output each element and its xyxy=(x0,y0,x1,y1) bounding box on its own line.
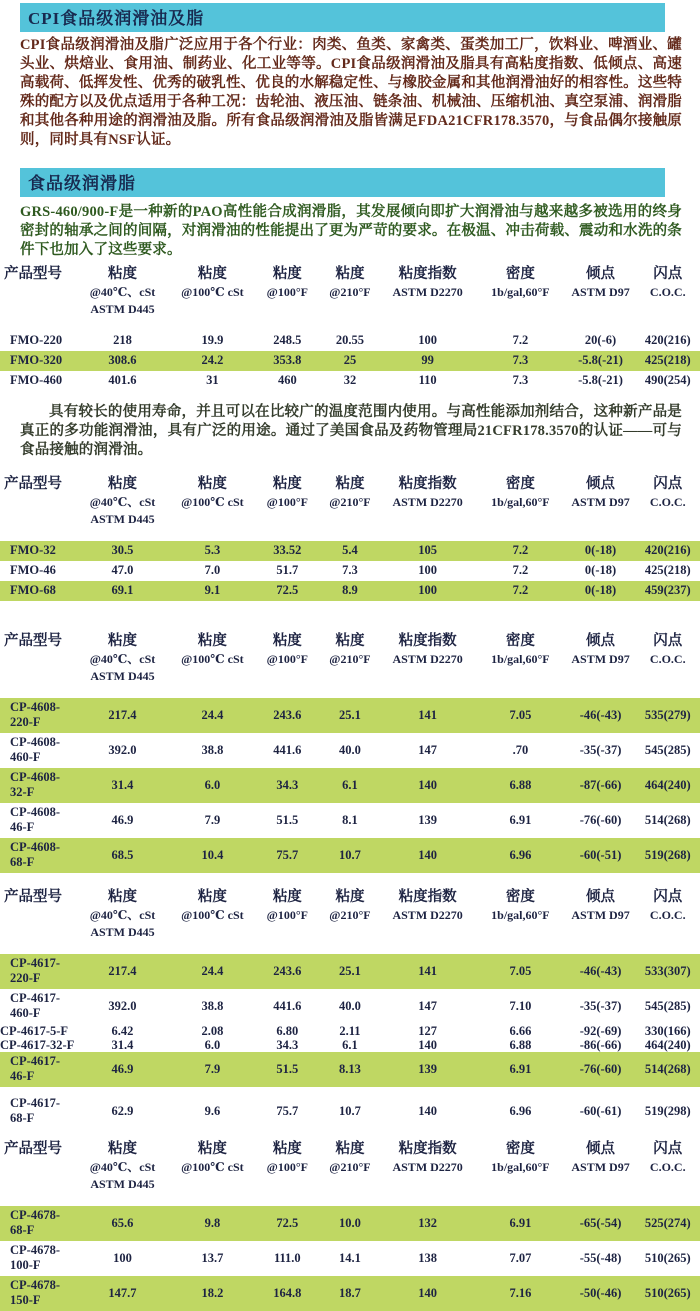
spec-value-cell: 248.5 xyxy=(273,333,302,347)
table-row xyxy=(0,351,700,371)
spec-value-cell: 6.42 xyxy=(111,1024,134,1038)
table-fmo-heavy-oils xyxy=(0,264,700,391)
spec-value-cell: 7.9 xyxy=(170,1052,255,1087)
column-header: 粘度指数 ASTM D2270 xyxy=(392,266,463,299)
column-header: 密度 1b/gal,60°F xyxy=(491,889,550,922)
spec-value-cell: 31.4 xyxy=(75,768,170,803)
spec-value-cell: 68.5 xyxy=(75,838,170,873)
spec-value-cell: 7.16 xyxy=(475,1276,565,1311)
spec-value-cell: 519(298) xyxy=(644,1103,691,1118)
spec-value-cell: 62.9 xyxy=(111,1103,134,1118)
spec-value-cell: 7.0 xyxy=(204,563,221,577)
spec-value-cell: 127 xyxy=(418,1024,438,1038)
product-model-cell: FMO-460 xyxy=(10,373,63,387)
product-spec-table xyxy=(0,264,700,391)
grease-description-paragraph: GRS-460/900-F是一种新的PAO高性能合成润滑脂，其发展倾向即扩大润滑油与越来越多被选用的终身密封的轴承之间的间隔，对润滑油的性能提出了更为严苛的要求。在极温、冲击荷载、震动和水洗的条件下也加入了这些要求。 xyxy=(20,204,682,258)
header-row xyxy=(0,264,700,331)
spec-value-cell: 72.5 xyxy=(255,581,320,601)
spec-value-cell: -65(-54) xyxy=(566,1206,636,1241)
spec-value-cell: 46.9 xyxy=(111,812,134,827)
spec-value-cell: 65.6 xyxy=(75,1206,170,1241)
column-header: 闪点 C.O.C. xyxy=(649,266,686,299)
spec-value-cell: 425(218) xyxy=(636,351,700,371)
table-row xyxy=(0,1206,700,1241)
spec-value-cell: 7.07 xyxy=(509,1250,532,1265)
spec-value-cell: -5.8(-21) xyxy=(566,351,636,371)
product-model-cell: CP-4617-46-F xyxy=(0,1052,75,1087)
spec-value-cell: 7.2 xyxy=(475,541,565,561)
column-header-model: 产品型号 xyxy=(4,1141,62,1157)
column-header: 粘度指数 ASTM D2270 xyxy=(392,889,463,922)
spec-value-cell: 20(-6) xyxy=(584,333,617,347)
spec-value-cell: 18.7 xyxy=(320,1276,380,1311)
spec-value-cell: 19.9 xyxy=(201,333,224,347)
spec-value-cell: 6.88 xyxy=(509,1038,532,1052)
column-header: 粘度 @100℃ cSt xyxy=(181,1141,244,1174)
product-model-cell: CP-4617-32-F xyxy=(0,1038,75,1052)
spec-value-cell: 140 xyxy=(418,1103,438,1118)
spec-value-cell: 0(-18) xyxy=(566,541,636,561)
spec-value-cell: 6.91 xyxy=(509,812,532,827)
spec-value-cell: 110 xyxy=(418,373,437,387)
product-model-cell: CP-4608-460-F xyxy=(10,735,60,764)
table-row xyxy=(0,838,700,873)
spec-value-cell: 47.0 xyxy=(111,563,134,577)
spec-value-cell: 441.6 xyxy=(273,998,302,1013)
product-spec-table xyxy=(0,1139,700,1311)
column-header: 粘度指数 ASTM D2270 xyxy=(392,476,463,509)
table-row xyxy=(0,1087,700,1129)
spec-value-cell: 141 xyxy=(380,698,475,733)
spec-value-cell: 353.8 xyxy=(255,351,320,371)
spec-value-cell: 490(254) xyxy=(644,373,691,387)
table-cp-4617-series xyxy=(0,887,700,1129)
column-header: 粘度指数 ASTM D2270 xyxy=(392,1141,463,1174)
column-header: 倾点 ASTM D97 xyxy=(571,1141,630,1174)
column-header: 粘度 @40℃、cSt ASTM D445 xyxy=(89,266,156,316)
header-row xyxy=(0,474,700,541)
spec-value-cell: 464(240) xyxy=(644,1038,691,1052)
column-header-model: 产品型号 xyxy=(4,476,62,492)
spec-value-cell: 34.3 xyxy=(276,1038,299,1052)
column-header: 粘度 @100℃ cSt xyxy=(181,266,244,299)
spec-value-cell: 0(-18) xyxy=(584,563,617,577)
column-header: 粘度 @40℃、cSt ASTM D445 xyxy=(89,633,156,683)
table-row xyxy=(0,581,700,601)
section-title-food-grade-grease: 食品级润滑脂 xyxy=(20,168,665,197)
spec-value-cell: 138 xyxy=(418,1250,438,1265)
spec-value-cell: 75.7 xyxy=(276,1103,299,1118)
product-model-cell: CP-4617-460-F xyxy=(10,991,60,1020)
spec-value-cell: 2.08 xyxy=(201,1024,224,1038)
spec-value-cell: 9.6 xyxy=(204,1103,221,1118)
column-header: 粘度 @40℃、cSt ASTM D445 xyxy=(89,1141,156,1191)
column-header: 密度 1b/gal,60°F xyxy=(491,1141,550,1174)
spec-value-cell: 164.8 xyxy=(255,1276,320,1311)
spec-value-cell: 10.7 xyxy=(320,838,380,873)
spec-value-cell: 24.2 xyxy=(170,351,255,371)
spec-value-cell: 51.7 xyxy=(276,563,299,577)
product-model-cell: CP-4617-68-F xyxy=(10,1096,60,1125)
spec-value-cell: -60(-51) xyxy=(566,838,636,873)
spec-value-cell: -35(-37) xyxy=(579,998,622,1013)
spec-value-cell: 147 xyxy=(418,998,438,1013)
spec-value-cell: 38.8 xyxy=(201,742,224,757)
spec-value-cell: 7.2 xyxy=(475,581,565,601)
section-title-food-grade-oils: CPI食品级润滑油及脂 xyxy=(20,3,665,32)
product-model-cell: CP-4608-68-F xyxy=(0,838,75,873)
spec-value-cell: -50(-46) xyxy=(566,1276,636,1311)
product-model-cell: FMO-68 xyxy=(0,581,75,601)
column-header: 粘度指数 ASTM D2270 xyxy=(392,633,463,666)
spec-value-cell: 535(279) xyxy=(636,698,700,733)
spec-value-cell: 308.6 xyxy=(75,351,170,371)
spec-value-cell: -92(-69) xyxy=(579,1024,622,1038)
column-header: 密度 1b/gal,60°F xyxy=(491,266,550,299)
spec-value-cell: 243.6 xyxy=(255,698,320,733)
header-row xyxy=(0,631,700,698)
column-header-model: 产品型号 xyxy=(4,889,62,905)
table-row xyxy=(0,1038,700,1052)
spec-value-cell: 6.96 xyxy=(475,838,565,873)
spec-value-cell: 7.2 xyxy=(512,563,529,577)
spec-value-cell: 24.4 xyxy=(170,698,255,733)
column-header: 粘度 @210°F xyxy=(329,1141,371,1174)
table-cp-4678-series xyxy=(0,1139,700,1311)
spec-value-cell: 7.3 xyxy=(342,563,358,577)
spec-value-cell: 5.3 xyxy=(170,541,255,561)
spec-value-cell: 34.3 xyxy=(255,768,320,803)
spec-value-cell: 8.9 xyxy=(320,581,380,601)
spec-value-cell: 5.4 xyxy=(320,541,380,561)
spec-value-cell: 7.3 xyxy=(475,351,565,371)
spec-value-cell: 147 xyxy=(418,742,438,757)
spec-value-cell: 510(265) xyxy=(636,1276,700,1311)
spec-value-cell: 69.1 xyxy=(75,581,170,601)
table-row xyxy=(0,331,700,351)
spec-value-cell: 510(265) xyxy=(644,1250,691,1265)
column-header: 闪点 C.O.C. xyxy=(649,1141,686,1174)
product-model-cell: CP-4617-220-F xyxy=(0,954,75,989)
table-row xyxy=(0,733,700,768)
table-row xyxy=(0,954,700,989)
spec-value-cell: 6.0 xyxy=(204,1038,221,1052)
spec-value-cell: 6.96 xyxy=(509,1103,532,1118)
spec-value-cell: 6.0 xyxy=(170,768,255,803)
product-spec-table xyxy=(0,887,700,1129)
spec-value-cell: 14.1 xyxy=(339,1250,361,1265)
table-row xyxy=(0,561,700,581)
table-fmo-light-oils xyxy=(0,474,700,601)
multipurpose-oil-paragraph: 具有较长的使用寿命，并且可以在比较广的温度范围内使用。与高性能添加剂结合，这种新产品是真正的多功能润滑油，具有广泛的用途。通过了美国食品及药物管理局21CFR178.3570的认证——可与食品接触的润滑油。 xyxy=(20,404,682,458)
spec-value-cell: 7.2 xyxy=(512,333,529,347)
column-header: 粘度 @40℃、cSt ASTM D445 xyxy=(89,889,156,939)
product-model-cell: FMO-320 xyxy=(0,351,75,371)
spec-value-cell: -87(-66) xyxy=(566,768,636,803)
table-row xyxy=(0,1052,700,1087)
spec-value-cell: 525(274) xyxy=(636,1206,700,1241)
spec-value-cell: 31.4 xyxy=(111,1038,134,1052)
table-row xyxy=(0,541,700,561)
product-model-cell: CP-4617-5-F xyxy=(0,1024,69,1038)
column-header: 粘度 @40℃、cSt ASTM D445 xyxy=(89,476,156,526)
product-model-cell: CP-4678-68-F xyxy=(0,1206,75,1241)
spec-value-cell: 460 xyxy=(277,373,297,387)
spec-value-cell: 2.11 xyxy=(339,1024,361,1038)
spec-value-cell: 330(166) xyxy=(644,1024,691,1038)
spec-value-cell: 545(285) xyxy=(644,742,691,757)
spec-value-cell: 40.0 xyxy=(339,998,361,1013)
product-model-cell: FMO-32 xyxy=(0,541,75,561)
column-header: 倾点 ASTM D97 xyxy=(571,266,630,299)
spec-value-cell: 100 xyxy=(113,1250,132,1265)
spec-value-cell: 514(268) xyxy=(636,1052,700,1087)
spec-value-cell: -86(-66) xyxy=(579,1038,622,1052)
spec-value-cell: 75.7 xyxy=(255,838,320,873)
product-model-cell: CP-4678-150-F xyxy=(0,1276,75,1311)
spec-value-cell: -46(-43) xyxy=(566,954,636,989)
spec-value-cell: -76(-60) xyxy=(566,1052,636,1087)
spec-value-cell: -46(-43) xyxy=(566,698,636,733)
column-header: 粘度 @100℃ cSt xyxy=(181,476,244,509)
spec-value-cell: 13.7 xyxy=(201,1250,224,1265)
spec-value-cell: 139 xyxy=(418,812,438,827)
spec-value-cell: 6.1 xyxy=(342,1038,358,1052)
column-header: 闪点 C.O.C. xyxy=(649,633,686,666)
table-row xyxy=(0,1024,700,1038)
spec-value-cell: 7.3 xyxy=(512,373,529,387)
spec-value-cell: 51.5 xyxy=(255,1052,320,1087)
spec-value-cell: 139 xyxy=(380,1052,475,1087)
table-row xyxy=(0,698,700,733)
table-cp-4608-series xyxy=(0,631,700,873)
spec-value-cell: 24.4 xyxy=(170,954,255,989)
spec-value-cell: 33.52 xyxy=(255,541,320,561)
table-row xyxy=(0,989,700,1024)
spec-value-cell: 10.4 xyxy=(170,838,255,873)
table-row xyxy=(0,768,700,803)
spec-value-cell: 420(216) xyxy=(636,541,700,561)
spec-value-cell: 9.8 xyxy=(170,1206,255,1241)
spec-value-cell: 10.7 xyxy=(339,1103,361,1118)
spec-value-cell: 100 xyxy=(418,563,438,577)
spec-value-cell: 218 xyxy=(113,333,132,347)
intro-paragraph: CPI食品级润滑油及脂广泛应用于各个行业：肉类、鱼类、家禽类、蛋类加工厂，饮料业、啤酒业、罐头业、烘焙业、食用油、制药业、化工业等等。CPI食品级润滑油及脂具有高粘度指数、低倾点、高速高载荷、低挥发性、优秀的破乳性、优良的水解稳定性、与橡胶金属和其他润滑油好的相容性。这些特殊的配方以及优点适用于各种工况：齿轮油、液压油、链条油、机械油、压缩机油、真空泵浦、润滑脂和其他各种用途的润滑油及脂。所有食品级润滑油及脂皆满足FDA21CFR178.3570，与食品偶尔接触原则，同时具有NSF认证。 xyxy=(20,37,682,148)
table-row xyxy=(0,1241,700,1276)
spec-value-cell: 6.80 xyxy=(276,1024,299,1038)
product-model-cell: FMO-220 xyxy=(10,333,63,347)
header-row xyxy=(0,887,700,954)
column-header: 粘度 @210°F xyxy=(329,633,371,666)
spec-value-cell: 6.1 xyxy=(320,768,380,803)
spec-value-cell: 99 xyxy=(380,351,475,371)
spec-value-cell: 519(268) xyxy=(636,838,700,873)
column-header: 倾点 ASTM D97 xyxy=(571,476,630,509)
spec-value-cell: 40.0 xyxy=(339,742,361,757)
spec-value-cell: 392.0 xyxy=(108,998,137,1013)
spec-value-cell: 401.6 xyxy=(108,373,137,387)
table-row xyxy=(0,803,700,838)
column-header: 粘度 @100℃ cSt xyxy=(181,889,244,922)
spec-value-cell: 25.1 xyxy=(320,698,380,733)
column-header: 粘度 @100°F xyxy=(266,633,308,666)
column-header: 粘度 @100°F xyxy=(266,1141,308,1174)
column-header: 闪点 C.O.C. xyxy=(649,476,686,509)
spec-value-cell: 243.6 xyxy=(255,954,320,989)
column-header: 粘度 @210°F xyxy=(329,266,371,299)
column-header: 闪点 C.O.C. xyxy=(649,889,686,922)
spec-value-cell: 441.6 xyxy=(273,742,302,757)
header-row xyxy=(0,1139,700,1206)
product-model-cell: CP-4608-32-F xyxy=(0,768,75,803)
datasheet-page xyxy=(0,3,700,1307)
spec-value-cell: 18.2 xyxy=(170,1276,255,1311)
column-header: 倾点 ASTM D97 xyxy=(571,889,630,922)
spec-value-cell: 8.1 xyxy=(342,812,358,827)
spec-value-cell: 140 xyxy=(380,768,475,803)
product-model-cell: CP-4608-46-F xyxy=(10,805,60,834)
spec-value-cell: 0(-18) xyxy=(566,581,636,601)
spec-value-cell: 25 xyxy=(320,351,380,371)
spec-value-cell: 9.1 xyxy=(170,581,255,601)
spec-value-cell: 6.91 xyxy=(475,1206,565,1241)
spec-value-cell: 7.9 xyxy=(204,812,221,827)
spec-value-cell: 111.0 xyxy=(273,1250,301,1265)
product-model-cell: CP-4678-100-F xyxy=(10,1243,60,1272)
spec-value-cell: 217.4 xyxy=(75,954,170,989)
spec-value-cell: 51.5 xyxy=(276,812,299,827)
spec-value-cell: -60(-61) xyxy=(579,1103,622,1118)
spec-value-cell: 105 xyxy=(380,541,475,561)
column-header-model: 产品型号 xyxy=(4,266,62,282)
product-model-cell: CP-4608-220-F xyxy=(0,698,75,733)
table-row xyxy=(0,371,700,391)
spec-value-cell: 140 xyxy=(380,838,475,873)
column-header-model: 产品型号 xyxy=(4,633,62,649)
spec-value-cell: 533(307) xyxy=(636,954,700,989)
column-header: 粘度 @100°F xyxy=(266,476,308,509)
column-header: 粘度 @100℃ cSt xyxy=(181,633,244,666)
spec-value-cell: 20.55 xyxy=(335,333,365,347)
column-header: 密度 1b/gal,60°F xyxy=(491,633,550,666)
spec-value-cell: 140 xyxy=(418,1038,438,1052)
spec-value-cell: 46.9 xyxy=(75,1052,170,1087)
spec-value-cell: 72.5 xyxy=(255,1206,320,1241)
column-header: 粘度 @100°F xyxy=(266,889,308,922)
spec-value-cell: 8.13 xyxy=(320,1052,380,1087)
spec-value-cell: -55(-48) xyxy=(579,1250,622,1265)
column-header: 粘度 @210°F xyxy=(329,476,371,509)
spec-value-cell: 6.91 xyxy=(475,1052,565,1087)
spec-value-cell: 30.5 xyxy=(75,541,170,561)
spec-value-cell: 32 xyxy=(343,373,357,387)
column-header: 密度 1b/gal,60°F xyxy=(491,476,550,509)
spec-value-cell: 140 xyxy=(380,1276,475,1311)
product-spec-table xyxy=(0,474,700,601)
spec-value-cell: 100 xyxy=(380,581,475,601)
spec-value-cell: 7.10 xyxy=(509,998,532,1013)
spec-value-cell: 392.0 xyxy=(108,742,137,757)
spec-value-cell: 464(240) xyxy=(636,768,700,803)
spec-value-cell: 425(218) xyxy=(644,563,691,577)
spec-value-cell: 10.0 xyxy=(320,1206,380,1241)
spec-value-cell: 420(216) xyxy=(644,333,691,347)
spec-value-cell: 514(268) xyxy=(644,812,691,827)
spec-value-cell: 141 xyxy=(380,954,475,989)
spec-value-cell: 545(285) xyxy=(644,998,691,1013)
spec-value-cell: 100 xyxy=(418,333,438,347)
column-header: 粘度 @100°F xyxy=(266,266,308,299)
column-header: 倾点 ASTM D97 xyxy=(571,633,630,666)
spec-value-cell: -5.8(-21) xyxy=(578,373,623,387)
spec-value-cell: 25.1 xyxy=(320,954,380,989)
spec-value-cell: 217.4 xyxy=(75,698,170,733)
spec-value-cell: 7.05 xyxy=(475,954,565,989)
table-row xyxy=(0,1276,700,1311)
spec-value-cell: 31 xyxy=(206,373,219,387)
spec-value-cell: 38.8 xyxy=(201,998,224,1013)
spec-value-cell: -76(-60) xyxy=(579,812,622,827)
spec-value-cell: -35(-37) xyxy=(579,742,622,757)
spec-value-cell: 132 xyxy=(380,1206,475,1241)
product-spec-table xyxy=(0,631,700,873)
spec-value-cell: 6.88 xyxy=(475,768,565,803)
spec-value-cell: .70 xyxy=(512,742,529,757)
column-header: 粘度 @210°F xyxy=(329,889,371,922)
spec-value-cell: 7.05 xyxy=(475,698,565,733)
spec-value-cell: 147.7 xyxy=(75,1276,170,1311)
spec-value-cell: 459(237) xyxy=(636,581,700,601)
product-model-cell: FMO-46 xyxy=(10,563,56,577)
spec-value-cell: 6.66 xyxy=(509,1024,532,1038)
